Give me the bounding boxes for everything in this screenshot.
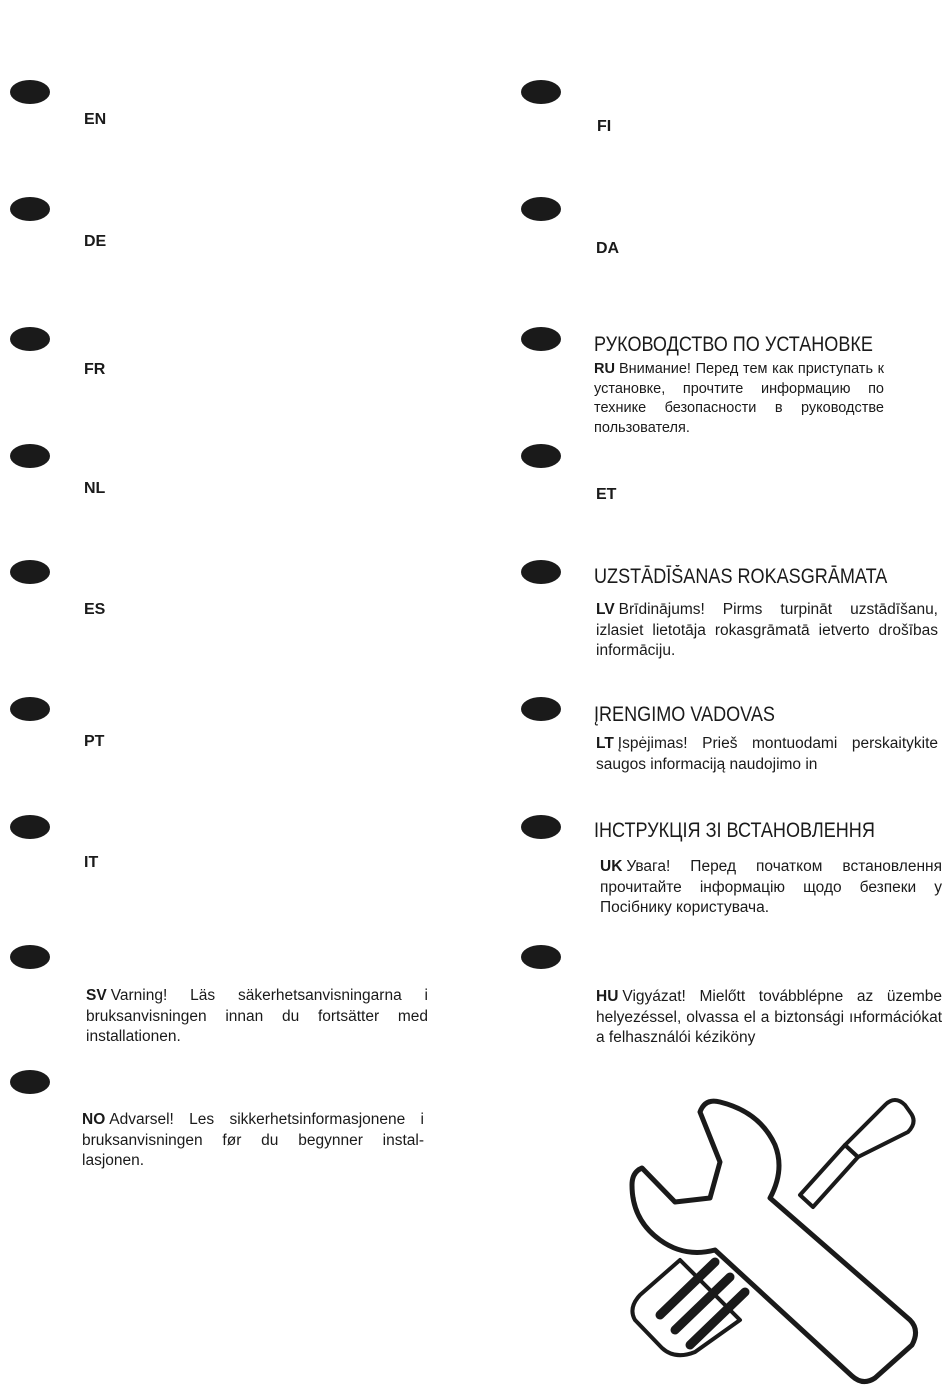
notice-lv-text: Brīdinājums! Pirms turpināt uzstādīšanu, izlasiet lietotāja rokasgrāmatā ietverto drošības informāciju. bbox=[596, 601, 938, 659]
bullet-oval-et bbox=[521, 444, 561, 468]
lang-code-lv: LV bbox=[596, 601, 615, 618]
bullet-oval-pt bbox=[10, 697, 50, 721]
lang-code-fi: FI bbox=[597, 118, 612, 135]
bullet-oval-es bbox=[10, 560, 50, 584]
notice-lv bbox=[596, 600, 938, 662]
bullet-oval-lv bbox=[521, 560, 561, 584]
lang-code-et: ET bbox=[596, 486, 617, 503]
lang-code-it: IT bbox=[84, 854, 99, 871]
lang-code-lt: LT bbox=[596, 735, 614, 752]
heading-lv: UZSTĀDĪŠANAS ROKASGRĀMATA bbox=[594, 565, 888, 588]
lang-code-es: ES bbox=[84, 601, 106, 618]
lang-code-de: DE bbox=[84, 233, 107, 250]
bullet-oval-lt bbox=[521, 697, 561, 721]
notice-lt bbox=[596, 734, 938, 775]
screwdriver-handle bbox=[845, 1100, 914, 1157]
lang-code-nl: NL bbox=[84, 480, 106, 497]
lang-code-uk: UK bbox=[600, 858, 623, 875]
lang-code-no: NO bbox=[82, 1111, 106, 1128]
wrench-and-screwdriver-icon bbox=[620, 1090, 930, 1390]
lang-code-en: EN bbox=[84, 111, 107, 128]
bullet-oval-sv bbox=[10, 945, 50, 969]
notice-ru bbox=[594, 360, 884, 438]
lang-code-ru: RU bbox=[594, 361, 615, 377]
bullet-oval-fr bbox=[10, 327, 50, 351]
notice-no-text: Advarsel! Les sikkerhetsinformasjonene i bruksanvisningen før du begynner instal-lasjonen. bbox=[82, 1111, 424, 1169]
lang-code-hu: HU bbox=[596, 988, 619, 1005]
bullet-oval-no bbox=[10, 1070, 50, 1094]
notice-sv bbox=[86, 986, 428, 1048]
notice-uk bbox=[600, 857, 942, 919]
notice-uk-text: Увага! Перед початком встановлення прочитайте інформацію щодо безпеки у Посібнику користувача. bbox=[600, 858, 942, 916]
bullet-oval-ru bbox=[521, 327, 561, 351]
bullet-oval-da bbox=[521, 197, 561, 221]
heading-ru: РУКОВОДСТВО ПО УСТАНОВКЕ bbox=[594, 333, 873, 356]
notice-sv-text: Varning! Läs säkerhetsanvisningarna i bruksanvisningen innan du fortsätter med installationen. bbox=[86, 987, 428, 1045]
notice-ru-text: Внимание! Перед тем как приступать к установке, прочтите информацию по технике безопасности в руководстве пользователя. bbox=[594, 361, 884, 436]
bullet-oval-hu bbox=[521, 945, 561, 969]
heading-uk: ІНСТРУКЦІЯ ЗІ ВСТАНОВЛЕННЯ bbox=[594, 819, 875, 842]
bullet-oval-nl bbox=[10, 444, 50, 468]
bullet-oval-uk bbox=[521, 815, 561, 839]
notice-hu-text: Vigyázat! Mielőtt továbblépne az üzembe helyezéssel, olvassa el a biztonsági ıнformációkat a felhasználói kéziköny bbox=[596, 988, 942, 1046]
lang-code-fr: FR bbox=[84, 361, 106, 378]
notice-no bbox=[82, 1110, 424, 1172]
lang-code-pt: PT bbox=[84, 733, 105, 750]
bullet-oval-de bbox=[10, 197, 50, 221]
heading-lt: ĮRENGIMO VADOVAS bbox=[594, 703, 775, 726]
notice-hu bbox=[596, 987, 942, 1049]
bullet-oval-fi bbox=[521, 80, 561, 104]
lang-code-da: DA bbox=[596, 240, 620, 257]
bullet-oval-en bbox=[10, 80, 50, 104]
notice-lt-text: Įspėjimas! Prieš montuodami perskaitykite saugos informaciją naudojimo in bbox=[596, 735, 938, 773]
lang-code-sv: SV bbox=[86, 987, 107, 1004]
screwdriver-shaft bbox=[800, 1145, 858, 1207]
bullet-oval-it bbox=[10, 815, 50, 839]
